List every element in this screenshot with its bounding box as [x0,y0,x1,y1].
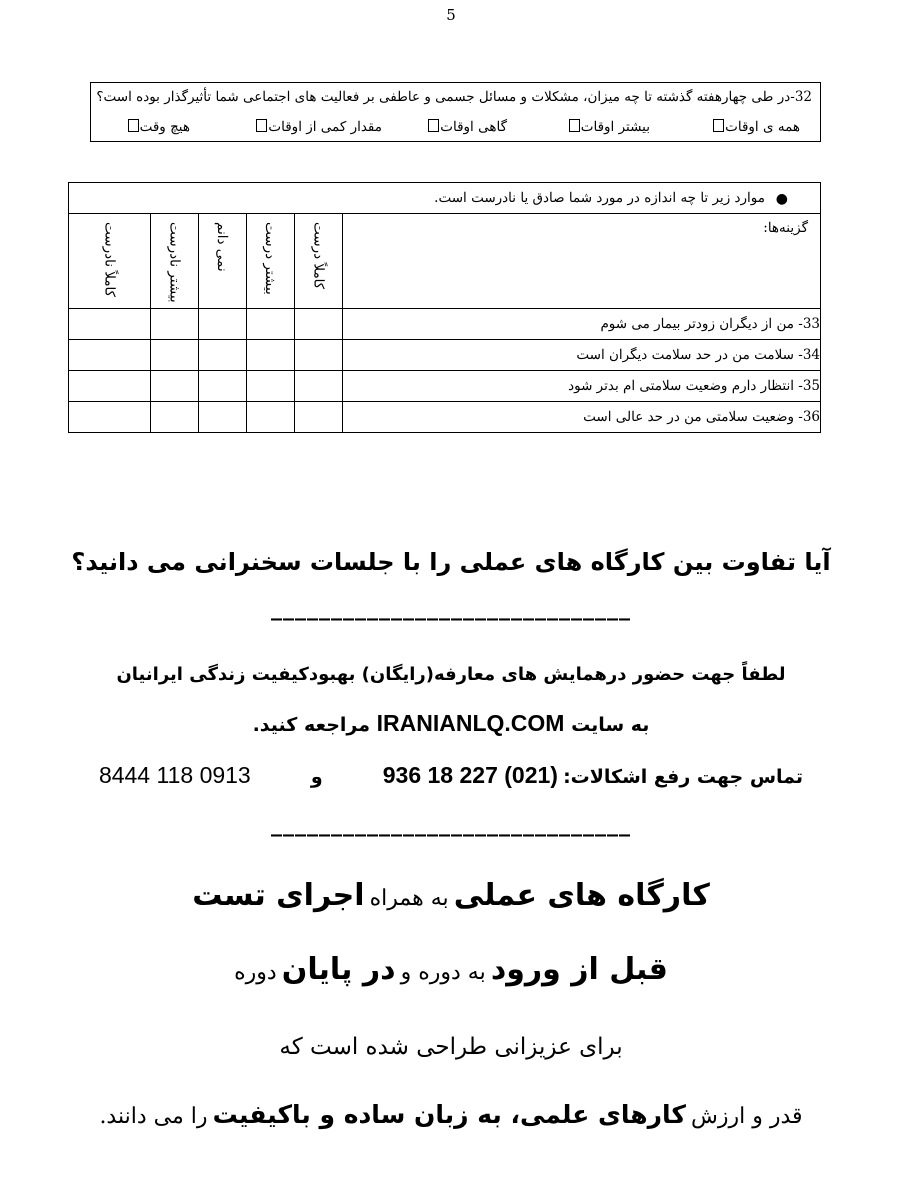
text-bold: اجرای تست [192,878,365,913]
answer-cell[interactable] [198,309,246,340]
contact-label: تماس جهت رفع اشکالات: [563,766,804,788]
column-header [198,214,246,309]
column-header [69,214,151,309]
answer-cell[interactable] [198,402,246,433]
question-32-text: 32-در طی چهارهفته گذشته تا چه میزان، مشکلات و مسائل جسمی و عاطفی بر فعالیت های اجتماعی شما تأثیرگذار بوده است؟ [96,89,812,105]
q32-option-label: بیشتر اوقات [580,119,650,135]
answer-cell[interactable] [150,340,198,371]
question-32-box [90,82,821,142]
contact-line [0,762,902,789]
column-header [246,214,294,309]
text-normal: دوره [234,960,277,985]
column-header-label: کاملاً درست [310,222,327,290]
answer-cell[interactable] [69,402,151,433]
text-bold: کارگاه های عملی [453,878,710,913]
q32-option-label: هیچ وقت [139,119,190,135]
answer-cell[interactable] [294,402,343,433]
text-bold: قبل از ورود [490,952,668,987]
options-header-cell [343,214,821,309]
q32-option-mostly[interactable] [569,119,650,135]
phone-mobile: 0913 118 8444 [98,762,251,788]
checkbox-icon[interactable] [713,119,724,132]
workshop-line-1 [0,878,902,913]
answer-cell[interactable] [294,371,343,402]
answer-cell[interactable] [69,340,151,371]
checkbox-icon[interactable] [428,119,439,132]
item-label: 33- من از دیگران زودتر بیمار می شوم [343,309,821,340]
site-suffix: مراجعه کنید. [252,714,370,736]
answer-cell[interactable] [246,402,294,433]
table-row [69,371,821,402]
invite-line: لطفاً جهت حضور درهمایش های معارفه(رایگان) بهبودکیفیت زندگی ایرانیان [116,664,786,685]
answer-cell[interactable] [69,371,151,402]
contact-and: و [310,766,323,788]
q32-option-always[interactable] [713,119,800,135]
options-header: گزینه‌ها: [763,220,808,236]
phone-tehran: (021) 227 18 936 [382,762,558,788]
item-label: 35- انتظار دارم وضعیت سلامتی ام بدتر شود [343,371,821,402]
answer-cell[interactable] [246,309,294,340]
site-link[interactable]: IRANIANLQ.COM [376,710,565,736]
workshop-line-2 [0,952,902,987]
site-line [0,710,902,737]
answer-cell[interactable] [150,402,198,433]
site-prefix: به سایت [571,714,650,736]
column-header [150,214,198,309]
answer-cell[interactable] [246,340,294,371]
column-header-label: نمی دانم [214,222,231,272]
divider-top: ______________________________ [271,596,631,621]
checkbox-icon[interactable] [256,119,267,132]
column-header-label: کاملاً نادرست [101,222,118,298]
item-label: 36- وضعیت سلامتی من در حد عالی است [343,402,821,433]
workshop-line-4 [0,1100,902,1129]
checkbox-icon[interactable] [569,119,580,132]
q32-option-little[interactable] [256,119,382,135]
text-bold: کارهای علمی، به زبان ساده و باکیفیت [212,1100,686,1129]
answer-cell[interactable] [294,340,343,371]
table-row [69,309,821,340]
column-header-label: بیشتر درست [262,222,279,295]
q32-option-label: مقدار کمی از اوقات [268,119,382,135]
text-normal: را می دانند. [99,1104,208,1129]
q32-option-sometimes[interactable] [428,119,507,135]
table-row [69,340,821,371]
answer-cell[interactable] [294,309,343,340]
text-normal: قدر و ارزش [691,1104,803,1129]
q32-option-never[interactable] [128,119,190,135]
text-normal: به همراه [369,886,449,911]
workshop-line-3: برای عزیزانی طراحی شده است که [279,1034,623,1060]
answer-cell[interactable] [150,309,198,340]
column-header [294,214,343,309]
health-questions-table [68,182,821,433]
answer-cell[interactable] [246,371,294,402]
instruction-text: موارد زیر تا چه اندازه در مورد شما صادق یا نادرست است. [434,190,765,206]
page-number: 5 [446,6,456,24]
answer-cell[interactable] [198,340,246,371]
text-bold: در پایان [281,952,396,987]
column-header-label: بیشتر نادرست [166,222,183,303]
text-normal: به دوره و [400,960,486,985]
item-label: 34- سلامت من در حد سلامت دیگران است [343,340,821,371]
instruction-cell [69,183,821,214]
promo-heading: آیا تفاوت بین کارگاه های عملی را با جلسات سخنرانی می دانید؟ [71,548,831,576]
table-row [69,402,821,433]
q32-option-label: گاهی اوقات [440,119,507,135]
q32-option-label: همه ی اوقات [725,119,800,135]
checkbox-icon[interactable] [128,119,139,132]
answer-cell[interactable] [198,371,246,402]
bullet-icon: ● [775,191,788,207]
answer-cell[interactable] [69,309,151,340]
divider-bottom: ______________________________ [271,812,631,837]
answer-cell[interactable] [150,371,198,402]
